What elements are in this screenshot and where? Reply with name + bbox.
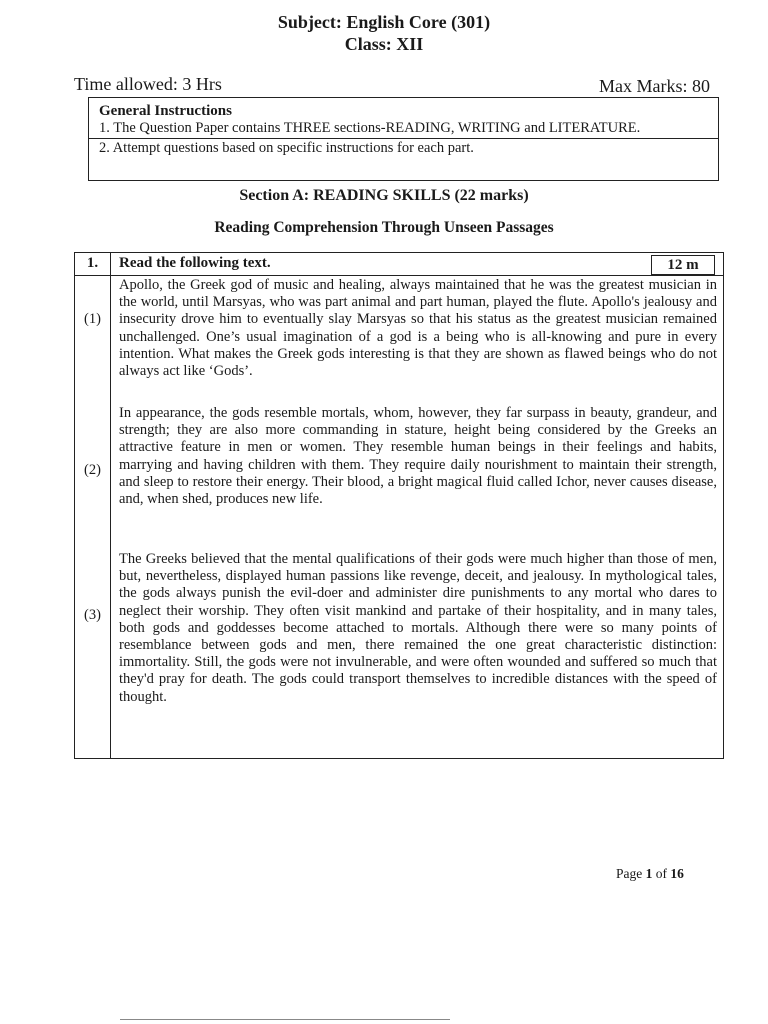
paragraph-number-2: (2)	[84, 462, 101, 478]
header-divider	[75, 275, 723, 276]
paragraph-3: The Greeks believed that the mental qualifications of their gods were much higher than those of men, but, nevertheless, displayed human passions like revenge, deceit, and jealousy. In mythological tales, the gods always punish the evil-doer and administer dire punishments to any mortal who dares to neglect their worship. They often visit mankind and partake of their hospitality, and in many tales, both gods and goddesses become attached to mortals. Although there were so many points of resemblance between gods and men, there remained the one great characteristic distinction: immortality. Still, the gods were not invulnerable, and were often wounded and suffered so much that they'd pray for death. The gods could transport themselves to incredible distances with the speed of thought.	[119, 551, 717, 705]
class-title: Class: XII	[344, 34, 424, 54]
section-subtitle: Reading Comprehension Through Unseen Passages	[214, 219, 554, 236]
page-of: of	[652, 866, 671, 881]
max-marks: Max Marks: 80	[599, 76, 710, 96]
page-current: 1	[645, 866, 653, 881]
paragraph-2: In appearance, the gods resemble mortals, whom, however, they far surpass in beauty, grandeur, and strength; they are also more commanding in stature, height being considered by the Greeks an attractive feature in men or women. They resemble human beings in their feelings and habits, marrying and having children with them. They require daily nourishment to maintain their strength, and sleep to restore their energy. Their blood, a bright magical fluid called Ichor, never causes disease, and, when shed, produces new life.	[119, 405, 717, 508]
instruction-item-1: 1. The Question Paper contains THREE sections-READING, WRITING and LITERATURE.	[99, 120, 641, 136]
question-marks: 12 m	[651, 255, 715, 275]
question-heading: Read the following text.	[119, 255, 271, 271]
page-number	[616, 866, 684, 882]
paragraph-1: Apollo, the Greek god of music and healing, always maintained that he was the greatest musician in the world, until Marsyas, who was part animal and part human, played the flute. Apollo's jealousy and insecurity drove him to eventually slay Marsyas so that his status as the greatest musician remained unchallenged. One’s usual imagination of a god is a being who is all-knowing and pure in every intention. What makes the Greek gods interesting is that they are shown as flawed beings who do not always act like ‘Gods’.	[119, 277, 717, 380]
paragraph-number-3: (3)	[84, 607, 101, 623]
time-allowed: Time allowed: 3 Hrs	[74, 74, 222, 94]
instructions-title: General Instructions	[99, 103, 232, 119]
paragraph-number-1: (1)	[84, 311, 101, 327]
instruction-item-2: 2. Attempt questions based on specific instructions for each part.	[89, 138, 718, 157]
column-divider	[110, 253, 111, 758]
subject-title: Subject: English Core (301)	[277, 12, 491, 32]
general-instructions-box	[88, 97, 719, 181]
page-total: 16	[670, 866, 684, 881]
section-title: Section A: READING SKILLS (22 marks)	[239, 187, 529, 204]
page-prefix: Page	[616, 866, 646, 881]
question-number: 1.	[86, 255, 99, 271]
bottom-rule	[120, 1019, 450, 1020]
question-table	[74, 252, 724, 759]
